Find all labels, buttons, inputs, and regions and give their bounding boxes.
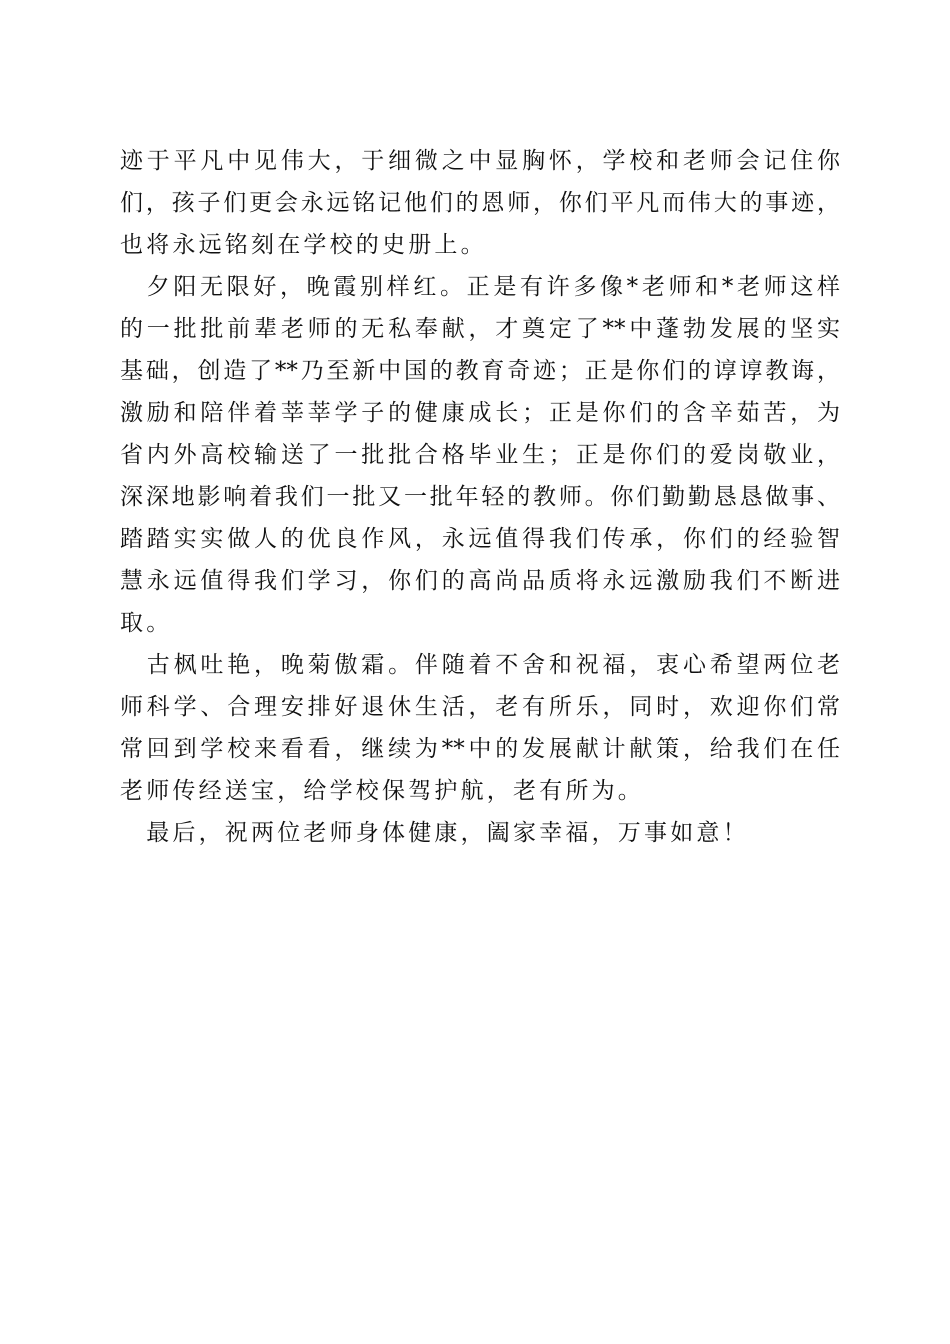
text-line: 深深地影响着我们一批又一批年轻的教师。你们勤勤恳恳做事、 — [120, 484, 840, 510]
document-body — [120, 140, 840, 854]
text-line: 老师传经送宝，给学校保驾护航，老有所为。 — [120, 778, 644, 804]
text-line: 们，孩子们更会永远铭记他们的恩师，你们平凡而伟大的事迹， — [120, 190, 840, 216]
text-line: 师科学、合理安排好退休生活，老有所乐，同时，欢迎你们常 — [120, 694, 840, 720]
paragraph-4 — [120, 812, 840, 854]
text-line: 常回到学校来看看，继续为**中的发展献计献策，给我们在任 — [120, 736, 840, 762]
text-line: 迹于平凡中见伟大，于细微之中显胸怀，学校和老师会记住你 — [120, 148, 840, 174]
text-line: 取。 — [120, 610, 173, 636]
text-line: 的一批批前辈老师的无私奉献，才奠定了**中蓬勃发展的坚实 — [120, 316, 840, 342]
text-line: 激励和陪伴着莘莘学子的健康成长；正是你们的含辛茹苦，为 — [120, 400, 840, 426]
paragraph-2 — [120, 266, 840, 644]
paragraph-3 — [120, 644, 840, 812]
paragraph-1 — [120, 140, 840, 266]
text-line: 夕阳无限好，晚霞别样红。正是有许多像*老师和*老师这样 — [120, 274, 840, 300]
text-line: 古枫吐艳，晚菊傲霜。伴随着不舍和祝福，衷心希望两位老 — [120, 652, 840, 678]
text-line: 基础，创造了**乃至新中国的教育奇迹；正是你们的谆谆教诲， — [120, 358, 840, 384]
text-line: 慧永远值得我们学习，你们的高尚品质将永远激励我们不断进 — [120, 568, 840, 594]
text-line: 最后，祝两位老师身体健康，阖家幸福，万事如意！ — [120, 820, 749, 846]
text-line: 省内外高校输送了一批批合格毕业生；正是你们的爱岗敬业， — [120, 442, 840, 468]
text-line: 踏踏实实做人的优良作风，永远值得我们传承，你们的经验智 — [120, 526, 840, 552]
text-line: 也将永远铭刻在学校的史册上。 — [120, 232, 487, 258]
